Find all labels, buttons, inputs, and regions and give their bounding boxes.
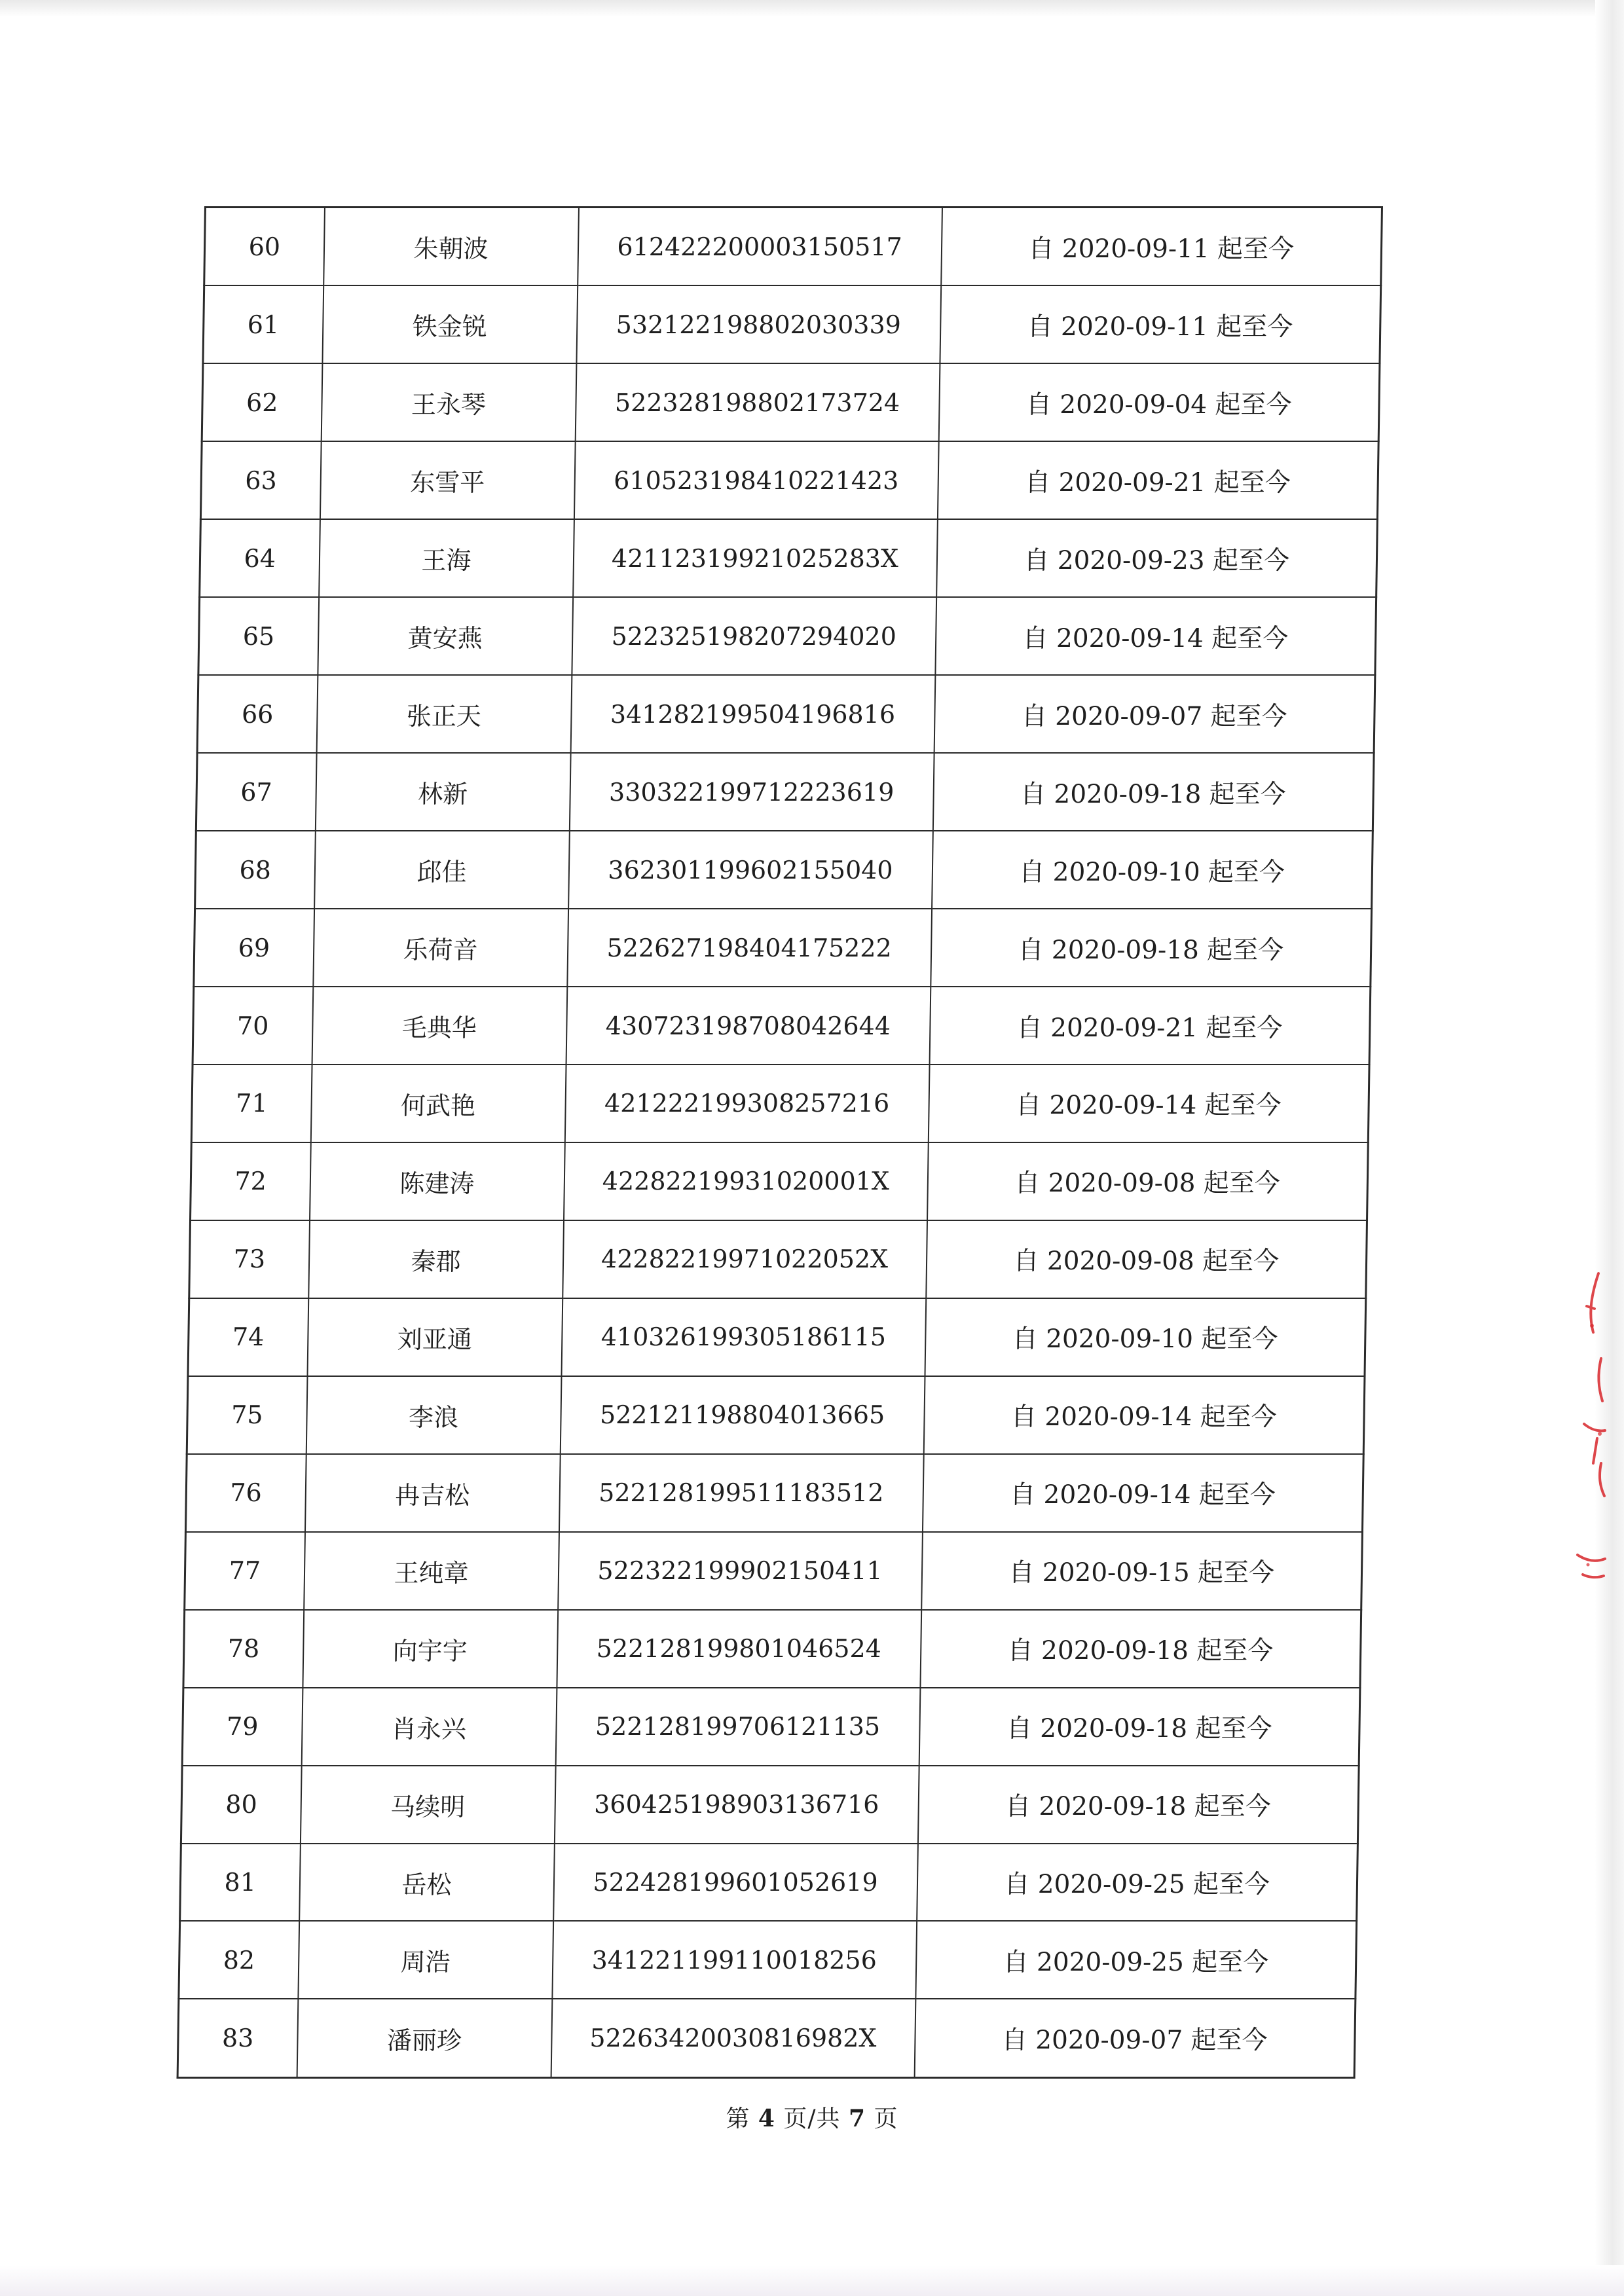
row-number-cell: 67 — [196, 753, 316, 831]
id-number-cell: 610523198410221423 — [574, 441, 938, 519]
id-number-cell: 410326199305186115 — [561, 1298, 926, 1376]
table-row — [194, 909, 1372, 987]
table-row — [187, 1376, 1365, 1454]
name-cell: 岳松 — [299, 1844, 555, 1922]
name-cell: 乐荷音 — [313, 909, 568, 987]
period-cell: 自 2020-09-07 起至今 — [914, 1999, 1356, 2077]
personnel-table-body — [177, 208, 1382, 2078]
footer-middle: 页/共 — [783, 2105, 841, 2132]
period-cell: 自 2020-09-11 起至今 — [941, 208, 1382, 286]
table-row — [183, 1610, 1361, 1688]
name-cell: 李浪 — [306, 1376, 561, 1454]
period-cell: 自 2020-09-14 起至今 — [923, 1376, 1365, 1454]
personnel-table-wrapper — [177, 206, 1383, 2079]
id-number-cell: 522128199801046524 — [557, 1610, 921, 1688]
period-cell: 自 2020-09-14 起至今 — [928, 1065, 1369, 1142]
id-number-cell: 341221199110018256 — [552, 1921, 917, 1999]
name-cell: 铁金锐 — [322, 285, 578, 363]
table-row — [185, 1532, 1363, 1610]
id-number-cell: 522322199902150411 — [558, 1532, 923, 1610]
table-row — [193, 987, 1371, 1065]
period-cell: 自 2020-09-25 起至今 — [915, 1921, 1357, 1999]
page-footer — [0, 2100, 1624, 2134]
name-cell: 朱朝波 — [323, 208, 579, 286]
name-cell: 陈建涛 — [310, 1142, 565, 1220]
id-number-cell: 52263420030816982X — [551, 1999, 915, 2077]
footer-current-page: 4 — [758, 2105, 775, 2132]
period-cell: 自 2020-09-15 起至今 — [921, 1532, 1363, 1610]
name-cell: 张正天 — [316, 675, 572, 753]
personnel-table — [177, 206, 1383, 2079]
name-cell: 肖永兴 — [301, 1688, 557, 1766]
scan-edge-top — [0, 0, 1624, 17]
id-number-cell: 522121198804013665 — [560, 1376, 925, 1454]
table-row — [202, 363, 1380, 441]
row-number-cell: 63 — [200, 441, 321, 519]
period-cell: 自 2020-09-14 起至今 — [922, 1454, 1363, 1532]
name-cell: 王纯章 — [304, 1532, 559, 1610]
name-cell: 周浩 — [298, 1921, 553, 1999]
id-number-cell: 42112319921025283X — [573, 519, 938, 597]
period-cell: 自 2020-09-10 起至今 — [925, 1298, 1366, 1376]
footer-suffix: 页 — [874, 2105, 898, 2132]
partial-seal-stamp — [1568, 1267, 1608, 1607]
row-number-cell: 77 — [185, 1532, 305, 1610]
row-number-cell: 71 — [191, 1065, 312, 1142]
table-row — [189, 1220, 1367, 1298]
table-row — [182, 1688, 1360, 1766]
period-cell: 自 2020-09-25 起至今 — [917, 1844, 1358, 1922]
table-row — [196, 753, 1374, 831]
row-number-cell: 80 — [181, 1766, 301, 1844]
table-row — [191, 1065, 1369, 1142]
period-cell: 自 2020-09-08 起至今 — [927, 1142, 1369, 1220]
period-cell: 自 2020-09-21 起至今 — [929, 987, 1371, 1065]
table-row — [179, 1921, 1357, 1999]
period-cell: 自 2020-09-04 起至今 — [938, 363, 1380, 441]
name-cell: 王海 — [319, 519, 574, 597]
name-cell: 邱佳 — [314, 831, 570, 909]
table-row — [188, 1298, 1366, 1376]
period-cell: 自 2020-09-11 起至今 — [940, 285, 1381, 363]
row-number-cell: 76 — [185, 1454, 306, 1532]
id-number-cell: 362301199602155040 — [568, 831, 933, 909]
row-number-cell: 65 — [198, 597, 319, 675]
table-row — [180, 1844, 1358, 1922]
name-cell: 毛典华 — [312, 987, 567, 1065]
period-cell: 自 2020-09-23 起至今 — [936, 519, 1378, 597]
id-number-cell: 522328198802173724 — [575, 363, 940, 441]
row-number-cell: 78 — [183, 1610, 304, 1688]
name-cell: 秦郡 — [308, 1220, 564, 1298]
table-row — [204, 208, 1382, 286]
row-number-cell: 60 — [204, 208, 325, 286]
id-number-cell: 360425198903136716 — [554, 1766, 919, 1844]
table-row — [181, 1766, 1359, 1844]
id-number-cell: 330322199712223619 — [569, 753, 934, 831]
row-number-cell: 73 — [189, 1220, 310, 1298]
name-cell: 潘丽珍 — [297, 1999, 552, 2077]
name-cell: 冉吉松 — [304, 1454, 560, 1532]
id-number-cell: 612422200003150517 — [578, 208, 942, 286]
name-cell: 王永琴 — [321, 363, 576, 441]
row-number-cell: 83 — [177, 1999, 298, 2077]
table-row — [195, 831, 1373, 909]
table-row — [197, 675, 1375, 753]
row-number-cell: 61 — [203, 285, 323, 363]
period-cell: 自 2020-09-07 起至今 — [934, 675, 1375, 753]
row-number-cell: 62 — [202, 363, 322, 441]
row-number-cell: 74 — [188, 1298, 308, 1376]
row-number-cell: 68 — [195, 831, 316, 909]
id-number-cell: 522128199511183512 — [559, 1454, 923, 1532]
period-cell: 自 2020-09-18 起至今 — [920, 1610, 1361, 1688]
table-row — [203, 285, 1381, 363]
scan-edge-right — [1595, 0, 1624, 2296]
period-cell: 自 2020-09-18 起至今 — [931, 909, 1372, 987]
id-number-cell: 421222199308257216 — [564, 1065, 929, 1142]
table-row — [200, 441, 1378, 519]
scan-edge-bottom — [0, 2265, 1624, 2296]
row-number-cell: 70 — [193, 987, 313, 1065]
footer-prefix: 第 — [726, 2105, 750, 2132]
table-row — [185, 1454, 1363, 1532]
period-cell: 自 2020-09-08 起至今 — [926, 1220, 1367, 1298]
name-cell: 何武艳 — [310, 1065, 566, 1142]
name-cell: 林新 — [315, 753, 570, 831]
id-number-cell: 532122198802030339 — [576, 285, 941, 363]
id-number-cell: 42282219931020001X — [564, 1142, 929, 1220]
row-number-cell: 82 — [179, 1921, 299, 1999]
name-cell: 黄安燕 — [318, 597, 573, 675]
table-row — [177, 1999, 1356, 2077]
name-cell: 刘亚通 — [307, 1298, 563, 1376]
row-number-cell: 66 — [197, 675, 318, 753]
table-row — [200, 519, 1378, 597]
name-cell: 向宇宇 — [303, 1610, 558, 1688]
row-number-cell: 81 — [180, 1844, 301, 1922]
row-number-cell: 69 — [194, 909, 314, 987]
period-cell: 自 2020-09-21 起至今 — [937, 441, 1378, 519]
id-number-cell: 430723198708042644 — [566, 987, 931, 1065]
table-row — [198, 597, 1376, 675]
period-cell: 自 2020-09-10 起至今 — [932, 831, 1373, 909]
row-number-cell: 72 — [191, 1142, 311, 1220]
table-row — [191, 1142, 1369, 1220]
id-number-cell: 341282199504196816 — [570, 675, 935, 753]
row-number-cell: 64 — [200, 519, 320, 597]
row-number-cell: 75 — [187, 1376, 307, 1454]
row-number-cell: 79 — [182, 1688, 303, 1766]
period-cell: 自 2020-09-18 起至今 — [917, 1766, 1359, 1844]
period-cell: 自 2020-09-14 起至今 — [935, 597, 1376, 675]
id-number-cell: 522128199706121135 — [555, 1688, 920, 1766]
name-cell: 马续明 — [300, 1766, 555, 1844]
id-number-cell: 522627198404175222 — [567, 909, 932, 987]
name-cell: 东雪平 — [320, 441, 575, 519]
id-number-cell: 522428199601052619 — [553, 1844, 918, 1922]
period-cell: 自 2020-09-18 起至今 — [932, 753, 1374, 831]
id-number-cell: 42282219971022052X — [563, 1220, 927, 1298]
id-number-cell: 522325198207294020 — [572, 597, 936, 675]
footer-total-pages: 7 — [849, 2105, 866, 2132]
period-cell: 自 2020-09-18 起至今 — [919, 1688, 1360, 1766]
